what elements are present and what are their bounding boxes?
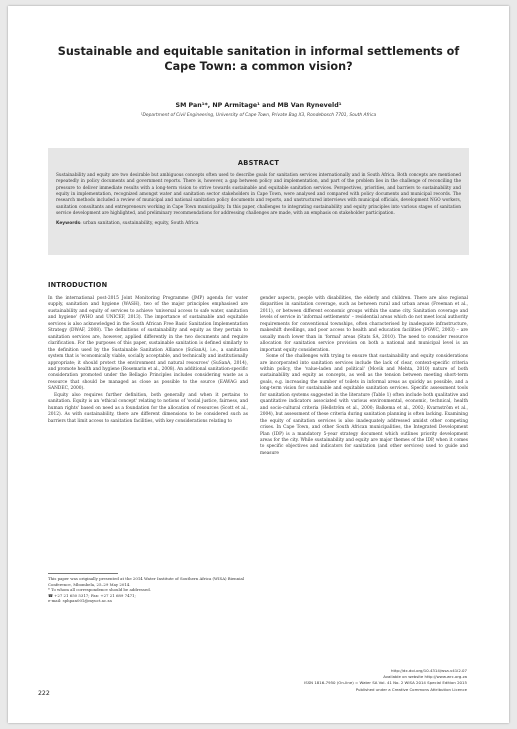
left-paragraph: In the international post-2015 Joint Monitoring Programme (JMP) agenda for water supply, sanitation and hygiene (WASH), two of the major principles emphasised are sustainability and equity of services to achieve 'universal access to safe water, sanitation and hygiene' (WHO and UNICEF, 2013). The importance of sustainable and equitable services is also acknowledged in the South African Free Basic Sanitation Implementation Strategy (DWAF, 2008). The definitions of sustainability and equity as they pertain to sanitation services are, however, applied differently in the two documents and require clarification. For the purposes of this paper, sustainable sanitation is defined similarly to the definition used by the Sustainable Sanitation Alliance (SuSanA), i.e., a sanitation system that is 'economically viable, socially acceptable, and technically and institutionally appropriate; it should protect the environment and natural resources' (SuSanA, 2014), and promote health and hygiene (Rosemarin et al., 2008). An additional sanitation-specific consideration promoted under the Bellagio Principles includes considering waste as a resource that should be managed as close as possible to the source (EAWAG and SANDEC, 2000). [48,296,248,392]
journal-info [207,668,467,693]
page-number: 222 [38,690,50,697]
right-column [260,296,468,457]
right-paragraph: gender aspects, people with disabilities, the elderly and children. There are also regional disparities in sanitation coverage, such as between rural and urban areas (Freeman et al., 2011), or between different economic groups within the same city. Sanitation coverage and levels of service in 'informal settlements' – residential areas which do not meet local authority requirements for conventional townships, often characterised by inadequate infrastructure, makeshift dwellings, and poor access to health and education facilities (PGWC, 2003) – are usually much lower than in 'formal' areas (Stats SA, 2010). The need to consider resource allocation for sanitation service provision on both a national and municipal level is an important equity consideration. [260,296,468,353]
section-heading-introduction: INTRODUCTION [48,281,108,289]
keywords-text: : urban sanitation, sustainability, equity, South Africa [80,221,199,227]
right-paragraph: Some of the challenges with trying to ensure that sustainability and equity considerations are incorporated into sanitation services include the lack of clear, context-specific criteria within policy, the 'value-laden and political' (Movik and Mehta, 2010) nature of both sustainability and equity as concepts, as well as the tension between meeting short-term goals, e.g. increasing the number of toilets in informal areas as quickly as possible, and a long-term vision for sustainable and equitable sanitation services. Specific assessment tools for sanitation systems suggested in the literature (Table 1) often include both qualitative and quantitative indicators associated with various environmental, economic, technical, health and socio-cultural criteria (Hellström et al., 2000; Balkema et al., 2002; Kvarnström et al., 2004), but assessment of these criteria during sanitation planning is often lacking. Examining the equity of sanitation services is also inadequately addressed amidst other competing crises. In Cape Town, and other South African municipalities, the Integrated Development Plan (IDP) is a mandatory 5-year strategy document which outlines priority development areas for the city. While sustainability and equity are major themes of the IDP, when it comes to specific objectives and indicators for sanitation (and other services) used to guide and measure [260,354,468,456]
abstract-heading: ABSTRACT [237,159,280,167]
left-column [48,296,248,425]
doi-link[interactable]: http://dx.doi.org/10.4314/wsa.v41i2.07 [390,668,467,673]
author-affiliation: ¹Department of Civil Engineering, University of Cape Town, Private Bag X3, Rondebosch 7701, South Africa [140,113,377,118]
licence-line: Published under a Creative Commons Attribution Licence [355,686,467,692]
footnote-correspondence: * To whom all correspondence should be addressed. [48,587,151,593]
website-line[interactable]: Available on website http://www.wrc.org.za [383,674,467,680]
footnote-conference: This paper was originally presented at the 2014 Water Institute of Southern Africa (WISA) Biennial Conference, Mbombela, 25–29 May 2014. [48,576,245,587]
left-paragraph: Equity also requires further definition, both generally and when it pertains to sanitation. Equity is an 'ethical concept' relating to notions of 'social justice, fairness, and human rights' based on need as a foundation for the allocation of resources (Scott et al., 2012). As with sustainability, there are different dimensions to be considered such as barriers that limit access to sanitation facilities, with key considerations relating to [48,392,248,424]
paper-title: Sustainable and equitable sanitation in informal settlements of Cape Town: a common vision? [57,45,460,73]
keywords-label: Keywords [56,221,81,227]
issn-line: ISSN 1816-7950 (On-line) = Water SA Vol. 41 No. 2 WISA 2014 Special Edition 2015 [304,680,467,686]
footnotes [48,576,253,604]
paper-page [8,6,509,723]
footnote-phone: ☎ +27 21 650 5317; Fax: +27 21 689 7471; [48,592,136,598]
author-list: SM Pan¹*, NP Armitage¹ and MB Van Ryneveld¹ [175,102,342,109]
footnote-email[interactable]: e-mail: sphpan001@myuct.ac.za [48,598,112,604]
abstract-body: Sustainability and equity are two desirable but ambiguous concepts often used to describe goals for sanitation services internationally and in South Africa. Both concepts are mentioned repeatedly in policy documents and government reports. There is, however, a gap between policy and implementation, and part of the problem lies in the challenge of reconciling the pressure to deliver immediate results with a long-term vision to strive towards sustainable and equitable sanitation services. Perspectives, priorities, and barriers to sustainability and equity in implementation, recognized amongst water and sanitation sector stakeholders in Cape Town, were analysed and compared with policy documents and municipal records. The research methods included a review of municipal and national sanitation policy documents and reports, and unstructured interviews with municipal officials, development NGO workers, sanitation consultants and entrepreneurs working in Cape Town municipality. In this paper, challenges to integrating sustainability and equity principles into various stages of sanitation service development are highlighted, and preliminary recommendations for addressing challenges are made, with an emphasis on stakeholder participation. [56,173,461,217]
footnote-rule [48,573,118,574]
abstract-box [48,148,469,255]
keywords-line [56,221,461,226]
